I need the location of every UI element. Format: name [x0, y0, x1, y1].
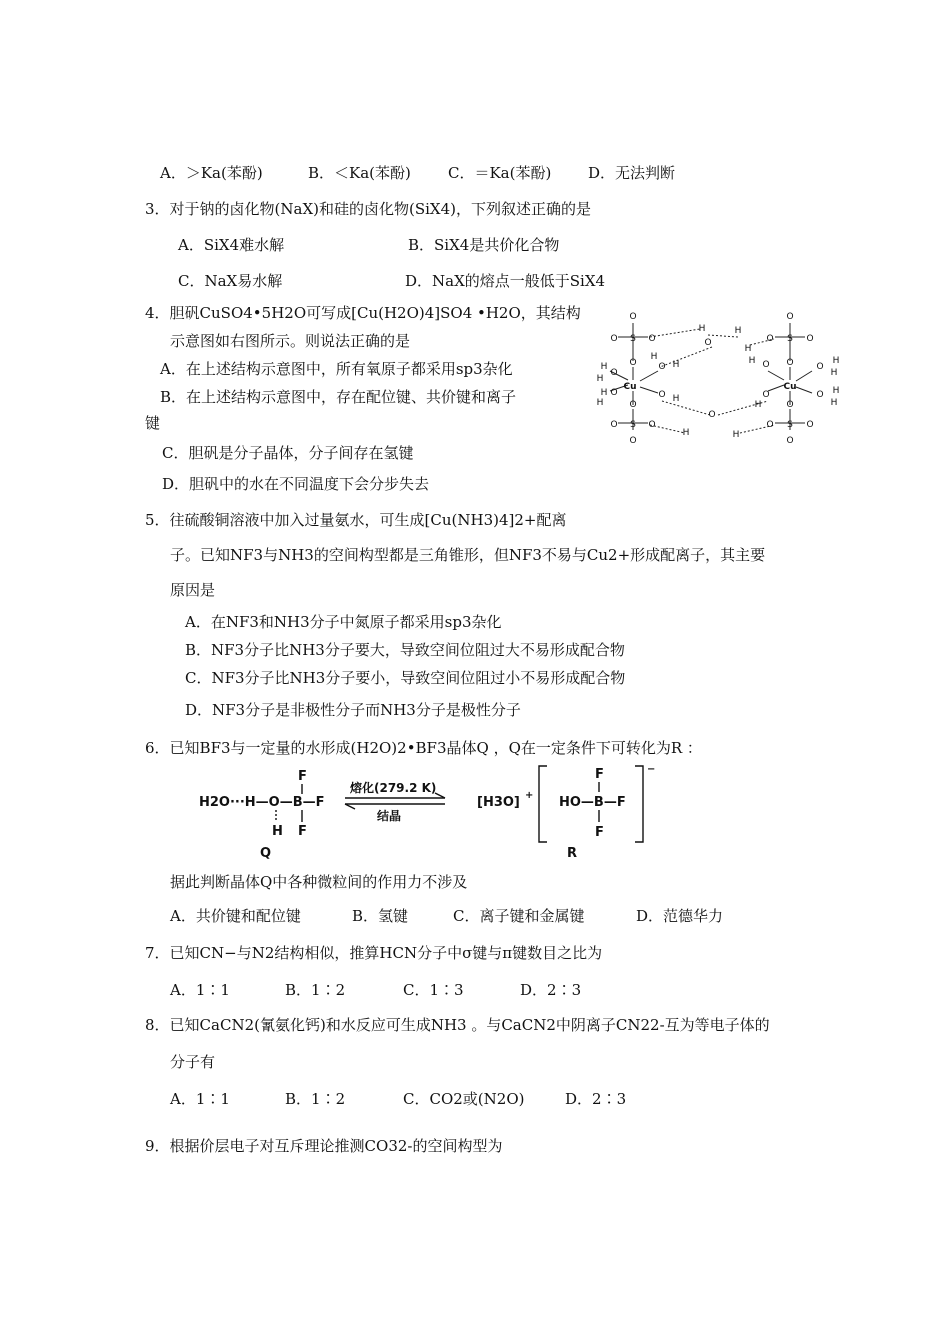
svg-text:O: O — [629, 400, 637, 410]
svg-text:O: O — [629, 358, 637, 368]
q5-option-a: A．在NF3和NH3分子中氮原子都采用sp3杂化 — [185, 613, 502, 631]
svg-text:H: H — [832, 386, 840, 396]
anion-charge: − — [647, 764, 656, 775]
q6-after-text: 据此判断晶体Q中各种微粒间的作用力不涉及 — [170, 873, 468, 891]
q5-option-b: B．NF3分子比NH3分子要大，导致空间位阻过大不易形成配合物 — [185, 641, 625, 659]
svg-text:O: O — [766, 334, 774, 344]
q4-stem-line2: 示意图如右图所示。则说法正确的是 — [170, 332, 411, 350]
svg-text:O: O — [816, 390, 824, 400]
svg-text:O: O — [786, 436, 794, 446]
q4-option-d: D．胆矾中的水在不同温度下会分步失去 — [162, 475, 430, 493]
q6-option-a: A．共价键和配位键 — [170, 907, 301, 925]
svg-text:H: H — [744, 344, 752, 354]
svg-text:H: H — [732, 430, 740, 440]
q5-stem-line2: 子。已知NF3与NH3的空间构型都是三角锥形，但NF3不易与Cu2+形成配离子，其主要 — [170, 546, 766, 564]
svg-text:O: O — [766, 420, 774, 430]
q4-option-b-line2: 键 — [145, 414, 161, 432]
svg-text:O: O — [806, 334, 814, 344]
q2-option-d: D．无法判断 — [588, 164, 676, 182]
svg-text:H: H — [672, 360, 680, 370]
anion-f-top: F — [595, 767, 604, 782]
q7-option-b: B．1∶2 — [285, 981, 346, 999]
reaction-f-top: F — [298, 769, 307, 784]
q5-option-d: D．NF3分子是非极性分子而NH3分子是极性分子 — [185, 701, 521, 719]
svg-text:S: S — [630, 420, 636, 430]
q5-stem-line1: 5．往硫酸铜溶液中加入过量氨水，可生成[Cu(NH3)4]2+配离 — [145, 511, 567, 529]
anion-f-bottom: F — [595, 825, 604, 840]
svg-text:H: H — [698, 324, 706, 334]
q8-stem-line1: 8．已知CaCN2(氰氨化钙)和水反应可生成NH3 。与CaCN2中阴离子CN22-互为等电子体的 — [145, 1016, 770, 1034]
svg-text:H: H — [650, 352, 658, 362]
q5-stem-line3: 原因是 — [170, 581, 216, 599]
svg-text:H: H — [748, 356, 756, 366]
svg-text:H: H — [754, 400, 762, 410]
q6-reaction-scheme — [195, 760, 665, 860]
svg-text:H: H — [734, 326, 742, 336]
q4-option-c: C．胆矾是分子晶体，分子间存在氢键 — [162, 444, 414, 462]
svg-text:O: O — [708, 410, 716, 420]
svg-text:S: S — [787, 334, 793, 344]
svg-text:O: O — [629, 436, 637, 446]
svg-text:O: O — [786, 358, 794, 368]
q6-option-c: C．离子键和金属键 — [453, 907, 585, 925]
reaction-h-bottom: H — [272, 824, 283, 839]
svg-text:O: O — [610, 420, 618, 430]
q3-option-c: C．NaX易水解 — [178, 272, 283, 290]
svg-text:H: H — [830, 368, 838, 378]
q3-option-d: D．NaX的熔点一般低于SiX4 — [405, 272, 606, 290]
svg-text:H: H — [682, 428, 690, 438]
svg-text:H: H — [600, 362, 608, 372]
q4-stem-line1: 4．胆矾CuSO4•5H2O可写成[Cu(H2O)4]SO4 •H2O，其结构 — [145, 304, 581, 322]
q8-option-b: B．1∶2 — [285, 1090, 346, 1108]
q7-option-c: C．1∶3 — [403, 981, 464, 999]
svg-text:Cu: Cu — [783, 382, 797, 392]
q8-stem-line2: 分子有 — [170, 1053, 216, 1071]
q3-stem: 3．对于钠的卤化物(NaX)和硅的卤化物(SiX4)，下列叙述正确的是 — [145, 200, 591, 218]
svg-text:O: O — [806, 420, 814, 430]
q5-option-c: C．NF3分子比NH3分子要小，导致空间位阻过小不易形成配合物 — [185, 669, 626, 687]
q8-option-d: D．2∶3 — [565, 1090, 627, 1108]
svg-text:H: H — [832, 356, 840, 366]
svg-text:O: O — [786, 400, 794, 410]
arrow-condition-top: 熔化(279.2 K) — [350, 781, 437, 795]
svg-text:O: O — [629, 312, 637, 322]
svg-text:H: H — [596, 374, 604, 384]
svg-text:H: H — [672, 394, 680, 404]
q6-option-d: D．范德华力 — [636, 907, 724, 925]
q6-option-b: B．氢键 — [352, 907, 409, 925]
svg-text:O: O — [648, 420, 656, 430]
q3-option-b: B．SiX4是共价化合物 — [408, 236, 560, 254]
q4-option-a: A．在上述结构示意图中，所有氧原子都采用sp3杂化 — [160, 360, 513, 378]
q7-option-a: A．1∶1 — [170, 981, 230, 999]
svg-text:O: O — [704, 338, 712, 348]
cation-charge: + — [525, 790, 534, 801]
q7-stem: 7．已知CN−与N2结构相似，推算HCN分子中σ键与π键数目之比为 — [145, 944, 603, 962]
svg-text:O: O — [610, 368, 618, 378]
q3-option-a: A．SiX4难水解 — [178, 236, 285, 254]
svg-text:O: O — [658, 362, 666, 372]
q6-stem: 6．已知BF3与一定量的水形成(H2O)2•BF3晶体Q ，Q在一定条件下可转化为R ： — [145, 739, 702, 757]
q2-option-c: C．＝Ka(苯酚) — [448, 164, 552, 182]
anion-formula: HO—B—F — [559, 795, 626, 810]
svg-text:S: S — [787, 420, 793, 430]
svg-text:O: O — [658, 390, 666, 400]
svg-text:O: O — [762, 360, 770, 370]
svg-text:H: H — [600, 388, 608, 398]
q7-option-d: D．2∶3 — [520, 981, 582, 999]
q2-option-a: A．＞Ka(苯酚) — [160, 164, 263, 182]
q2-option-b: B．＜Ka(苯酚) — [308, 164, 411, 182]
arrow-condition-bottom: 结晶 — [377, 809, 402, 823]
svg-text:O: O — [762, 390, 770, 400]
q4-option-b-line1: B．在上述结构示意图中，存在配位键、共价键和离子 — [160, 388, 517, 406]
svg-text:H: H — [596, 398, 604, 408]
q8-option-a: A．1∶1 — [170, 1090, 230, 1108]
cation-h3o: [H3O] — [477, 795, 520, 810]
reaction-f-bottom: F — [298, 824, 307, 839]
svg-text:O: O — [648, 334, 656, 344]
q9-stem: 9．根据价层电子对互斥理论推测CO32-的空间构型为 — [145, 1137, 503, 1155]
svg-text:S: S — [630, 334, 636, 344]
svg-text:H: H — [830, 398, 838, 408]
label-q: Q — [260, 846, 272, 860]
svg-text:O: O — [786, 312, 794, 322]
copper-sulfate-structure-figure — [590, 305, 860, 450]
svg-text:Cu: Cu — [623, 382, 637, 392]
svg-text:O: O — [816, 362, 824, 372]
svg-text:O: O — [610, 388, 618, 398]
label-r: R — [567, 846, 578, 860]
svg-text:O: O — [610, 334, 618, 344]
reaction-q-formula: H2O···H—O—B—F — [199, 795, 325, 810]
q8-option-c: C．CO2或(N2O) — [403, 1090, 525, 1108]
